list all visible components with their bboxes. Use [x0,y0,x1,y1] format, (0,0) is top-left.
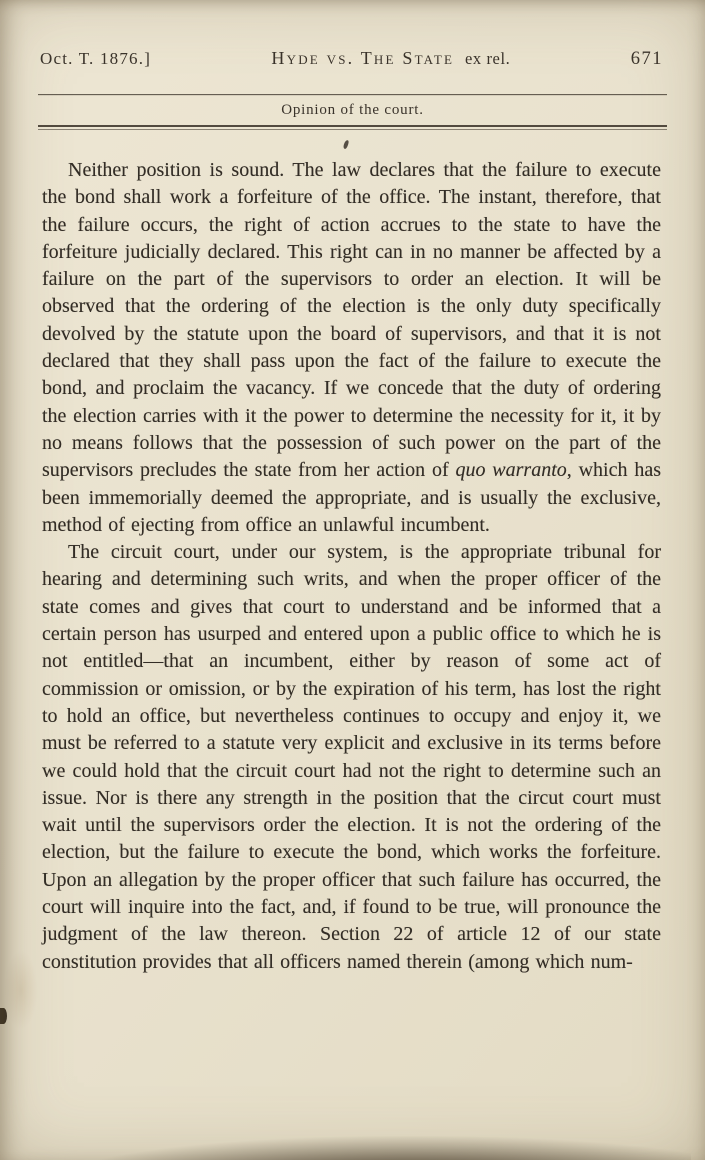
header-term-date: Oct. T. 1876.] [40,49,152,68]
paragraph-1-segment-pre: Neither position is sound. The law declares that the failure to execute the bond shall work a forfeiture of the office. The instant, therefore, that the failure occurs, the right of action accrues to the state to have the forfeiture judicially declared. This right can in no manner be affected by a failure on the part of the supervisors to order an election. It will be observed that the ordering of the election is the only duty specifically devolved by the statute upon the board of supervisors, and that it is not declared that they shall pass upon the fact of the failure to execute the bond, and proclaim the vacancy. If we concede that the duty of ordering the election carries with it the power to determine the necessity for it, it by no means follows that the possession of such power on the part of the supervisors precludes the state from her action of [42,159,661,482]
binding-shadow [70,1136,691,1160]
paragraph-1-segment-post: , which has been immemorially deemed the appropriate, and is usually the exclusive, method of ejecting from office an unlawful incumbent. [42,459,661,536]
opinion-paragraph-2: The circuit court, under our system, is the appropriate tribunal for hearing and determining such writs, and when the proper officer of the state comes and gives that court to understand and be informed that a certain person has usurped and entered upon a public office to which he is not entitled—that an incumbent, either by reason of some act of commission or omission, or by the expiration of his term, has lost the right to hold an office, but nevertheless continues to occupy and enjoy it, we must be referred to a statute very explicit and exclusive in its terms before we could hold that the circuit court had not the right to determine such an issue. Nor is there any strength in the position that the circut court must wait until the supervisors order the election. It is not the ordering of the election, but the failure to execute the bond, which works the forfeiture. Upon an allegation by the proper officer that such failure has occurred, the court will inquire into the fact, and, if found to be true, will pronounce the judgment of the law thereon. Section 22 of article 12 of our state constitution provides that all officers named therein (among which num- [42,541,661,973]
latin-phrase-quo-warranto: quo warranto [455,459,567,482]
opinion-body [42,157,661,976]
case-title-suffix: ex rel. [464,49,511,68]
header-case-title [151,48,631,69]
edge-ink-mark [0,1008,7,1024]
paper-stain [4,950,38,1030]
section-rule-thin [38,129,667,130]
opinion-paragraph-1 [42,157,661,539]
case-title-main: Hyde vs. The State [271,48,455,68]
section-title: Opinion of the court. [281,102,424,118]
section-rule-thick [38,125,667,127]
header-rule [38,94,667,95]
section-rule [38,125,667,130]
ink-speck [343,140,350,150]
header-page-number: 671 [630,49,663,69]
running-head [40,48,663,70]
